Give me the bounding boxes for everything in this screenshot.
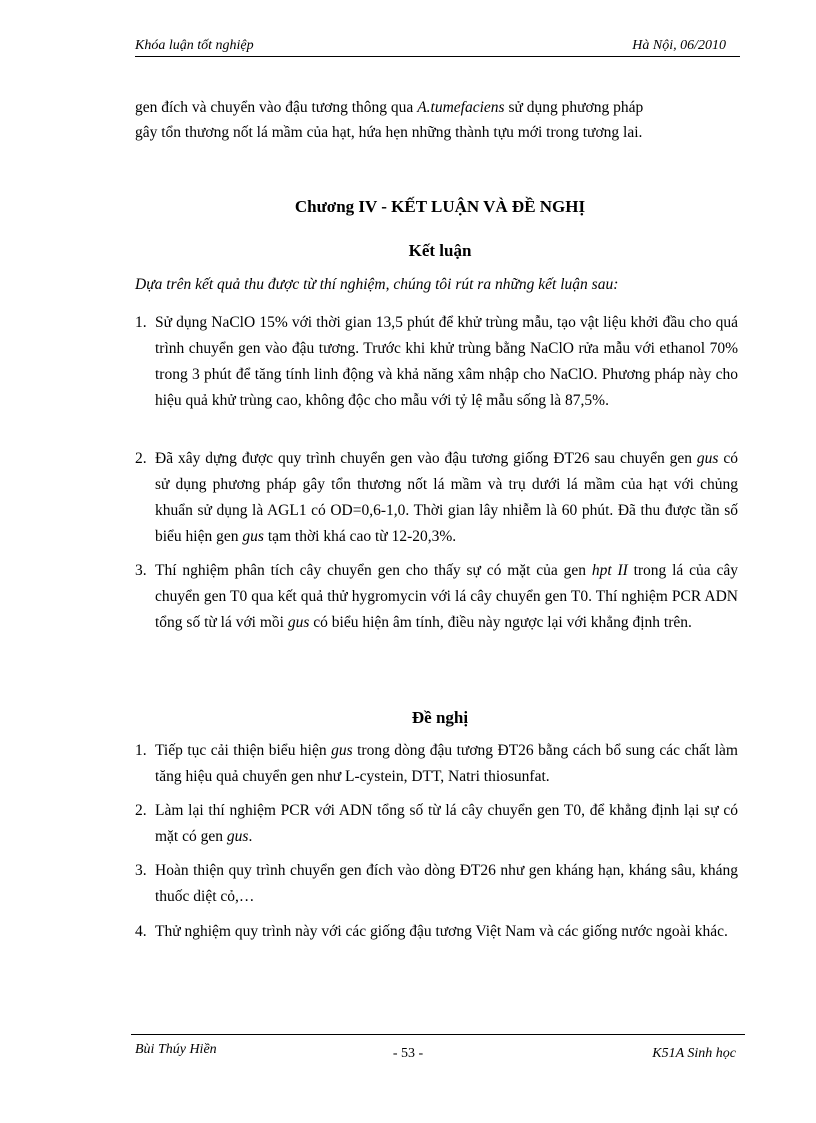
item-number: 3. (135, 562, 147, 579)
page-number: - 53 - (392, 1046, 424, 1061)
intro-paragraph (135, 95, 735, 145)
recommendation-item-3 (135, 858, 738, 910)
chapter-title: Chương IV - KẾT LUẬN VÀ ĐỀ NGHỊ (294, 197, 586, 216)
recommendation-item-4 (135, 919, 738, 945)
item-number: 1. (135, 314, 147, 331)
page-header (135, 34, 740, 57)
item-number: 2. (135, 450, 147, 467)
conclusion-intro: Dựa trên kết quả thu được từ thí nghiệm, chúng tôi rút ra những kết luận sau: (135, 276, 619, 293)
item-text: Tiếp tục cải thiện biểu hiện gus trong dòng đậu tương ĐT26 bằng cách bổ sung các chất làm tăng hiệu quả chuyển gen như L-cystein, DTT, Natri thiosunfat. (155, 742, 738, 785)
footer-author: Bùi Thúy Hiền (135, 1042, 217, 1057)
header-left: Khóa luận tốt nghiệp (135, 38, 254, 53)
conclusion-item-2 (135, 446, 738, 550)
item-number: 4. (135, 923, 147, 940)
recommendation-heading: Đề nghị (411, 708, 469, 727)
footer-rule (131, 1034, 745, 1035)
item-text: Hoàn thiện quy trình chuyển gen đích vào dòng ĐT26 như gen kháng hạn, kháng sâu, kháng thuốc diệt cỏ,… (155, 862, 738, 905)
intro-text: gen đích và chuyển vào đậu tương thông qua (135, 99, 418, 116)
intro-species: A.tumefaciens (417, 99, 505, 116)
footer-class: K51A Sinh học (652, 1046, 736, 1061)
conclusion-heading: Kết luận (408, 241, 472, 260)
item-text: Làm lại thí nghiệm PCR với ADN tổng số từ lá cây chuyển gen T0, để khẳng định lại sự có mặt có gen gus. (155, 802, 738, 845)
item-number: 2. (135, 802, 147, 819)
intro-text-2: sử dụng phương pháp (504, 99, 644, 116)
item-number: 1. (135, 742, 147, 759)
item-number: 3. (135, 862, 147, 879)
recommendation-item-2 (135, 798, 738, 850)
item-text: Đã xây dựng được quy trình chuyển gen vào đậu tương giống ĐT26 sau chuyển gen gus có sử dụng phương pháp gây tổn thương nốt lá mầm và trụ dưới lá mầm của hạt với chủng khuẩn sử dụng là AGL1 có OD=0,6-1,0. Thời gian lây nhiễm là 60 phút. Đã thu được tần số biểu hiện gen gus tạm thời khá cao từ 12-20,3%. (155, 450, 738, 545)
item-text: Sử dụng NaClO 15% với thời gian 13,5 phút để khử trùng mẫu, tạo vật liệu khởi đầu cho quá trình chuyển gen vào đậu tương. Trước khi khử trùng bằng NaClO rửa mẫu với ethanol 70% trong 3 phút để tăng tính linh động và khả năng xâm nhập cho NaClO. Phương pháp này cho hiệu quả khử trùng cao, không độc cho mẫu với tỷ lệ mẫu sống là 87,5%. (155, 314, 738, 409)
intro-text-3: gây tổn thương nốt lá mầm của hạt, hứa hẹn những thành tựu mới trong tương lai. (135, 124, 643, 141)
recommendation-item-1 (135, 738, 738, 790)
conclusion-item-1 (135, 310, 738, 414)
conclusion-item-3 (135, 558, 738, 636)
header-right: Hà Nội, 06/2010 (632, 38, 726, 53)
item-text: Thử nghiệm quy trình này với các giống đậu tương Việt Nam và các giống nước ngoài khác. (155, 923, 728, 940)
item-text: Thí nghiệm phân tích cây chuyển gen cho thấy sự có mặt của gen hpt II trong lá của cây chuyển gen T0 qua kết quả thử hygromycin với lá cây chuyển gen T0. Thí nghiệm PCR ADN tổng số từ lá với mồi gus có biểu hiện âm tính, điều này ngược lại với khẳng định trên. (155, 562, 738, 631)
